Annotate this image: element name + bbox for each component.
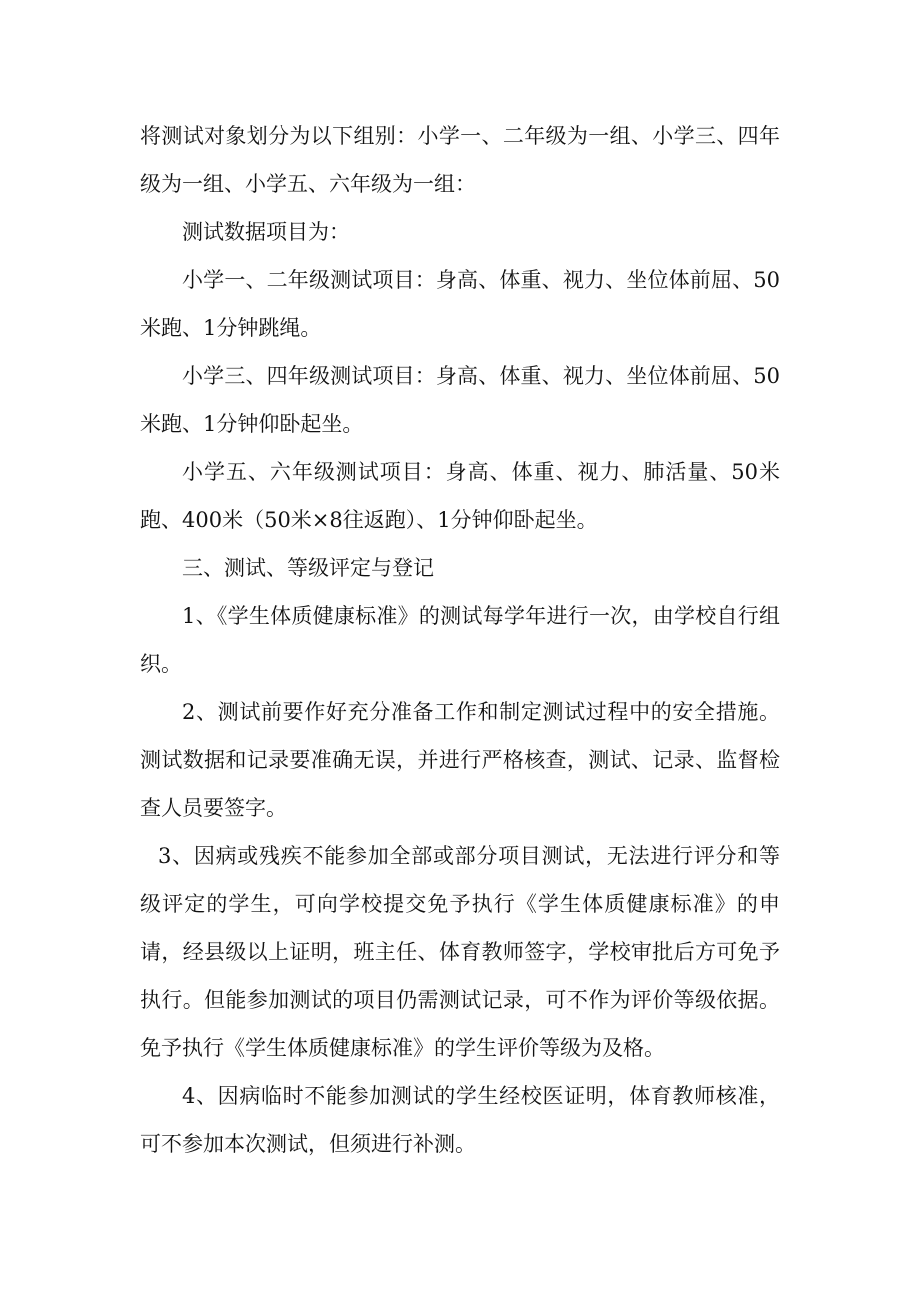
- paragraph-grade-3-4-items: 小学三、四年级测试项目：身高、体重、视力、坐位体前屈、50米跑、1分钟仰卧起坐。: [140, 364, 780, 436]
- paragraph-rule-3: 3、因病或残疾不能参加全部或部分项目测试，无法进行评分和等级评定的学生，可向学校提交免予执行《学生体质健康标准》的申请，经县级以上证明，班主任、体育教师签字，学校审批后方可免予执行。但能参加测试的项目仍需测试记录，可不作为评价等级依据。免予执行《学生体质健康标准》的学生评价等级为及格。: [140, 844, 780, 1060]
- paragraph-rule-4: 4、因病临时不能参加测试的学生经校医证明，体育教师核准，可不参加本次测试，但须进行补测。: [140, 1084, 780, 1156]
- paragraph-grouping: 将测试对象划分为以下组别：小学一、二年级为一组、小学三、四年级为一组、小学五、六年级为一组：: [140, 124, 780, 196]
- paragraph-grade-1-2-items: 小学一、二年级测试项目：身高、体重、视力、坐位体前屈、50米跑、1分钟跳绳。: [140, 268, 780, 340]
- section-heading-testing-grading: 三、测试、等级评定与登记: [182, 556, 434, 580]
- document-body: [140, 112, 780, 1168]
- paragraph-test-items-heading: 测试数据项目为：: [182, 220, 350, 244]
- paragraph-grade-5-6-items: 小学五、六年级测试项目：身高、体重、视力、肺活量、50米跑、400米（50米×8往返跑）、1分钟仰卧起坐。: [140, 460, 780, 532]
- paragraph-rule-2: 2、测试前要作好充分准备工作和制定测试过程中的安全措施。测试数据和记录要准确无误，并进行严格核查，测试、记录、监督检查人员要签字。: [140, 700, 780, 820]
- paragraph-rule-1: 1、《学生体质健康标准》的测试每学年进行一次，由学校自行组织。: [140, 604, 780, 676]
